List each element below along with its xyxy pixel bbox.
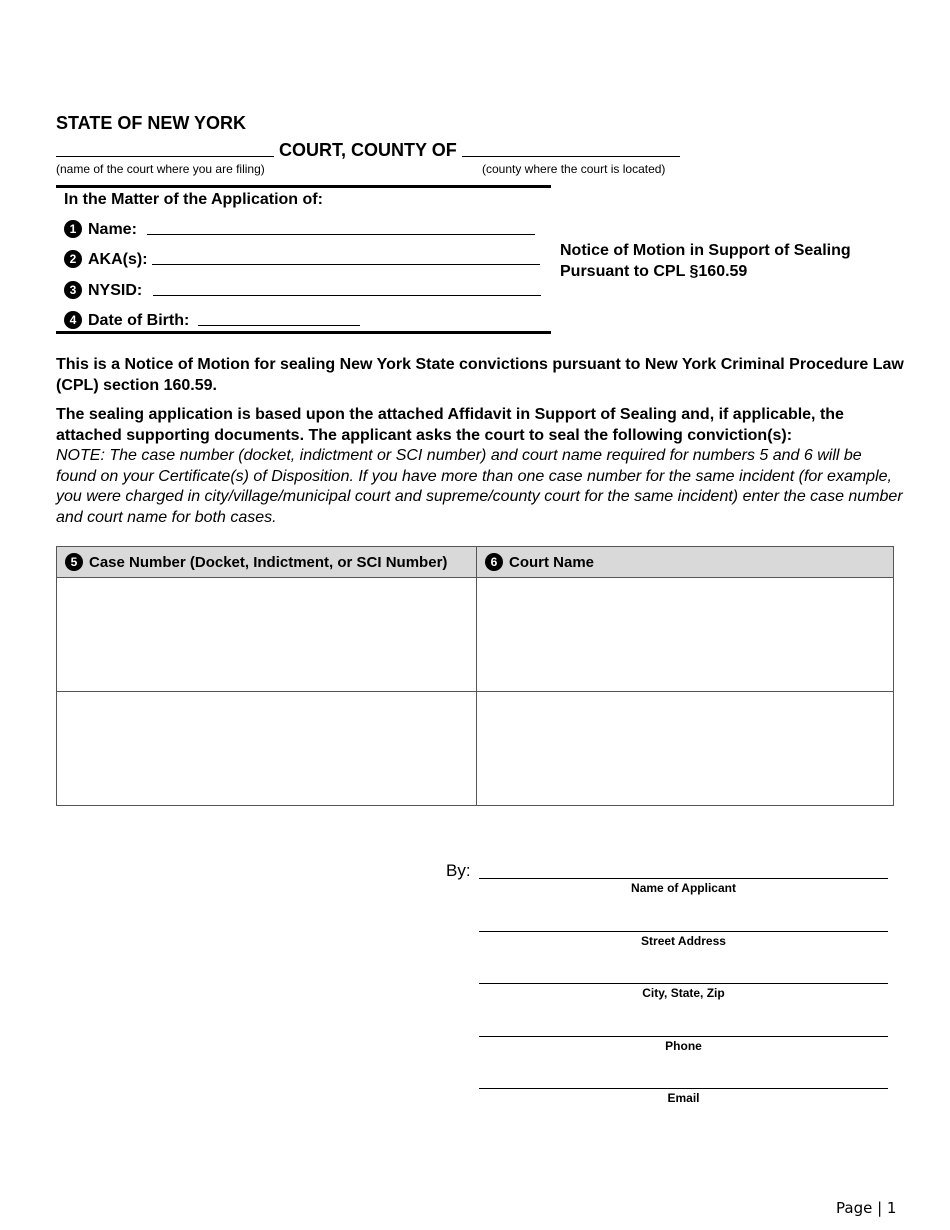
dob-label: Date of Birth: bbox=[88, 312, 190, 329]
page-number: Page | 1 bbox=[836, 1199, 897, 1217]
applicant-name-label: Name of Applicant bbox=[631, 881, 736, 895]
court-hint: (name of the court where you are filing) bbox=[56, 162, 265, 176]
case-number-header-label: Case Number (Docket, Indictment, or SCI Number) bbox=[89, 554, 448, 571]
email-line[interactable] bbox=[479, 1088, 888, 1089]
court-name-blank[interactable] bbox=[56, 142, 274, 157]
field-dob bbox=[64, 311, 360, 331]
number-5-badge: 5 bbox=[65, 553, 83, 571]
case-number-header bbox=[57, 547, 477, 578]
table-row bbox=[57, 692, 894, 806]
court-line bbox=[56, 140, 680, 160]
court-name-cell[interactable] bbox=[477, 578, 894, 692]
by-label: By: bbox=[446, 861, 471, 880]
name-label: Name: bbox=[88, 221, 137, 238]
application-paragraph: The sealing application is based upon the attached Affidavit in Support of Sealing and, if applicable, the attached supporting documents. The applicant asks the court to seal the following conviction(s): bbox=[56, 406, 844, 444]
case-number-cell[interactable] bbox=[57, 692, 477, 806]
conviction-table bbox=[56, 546, 894, 806]
matter-heading: In the Matter of the Application of: bbox=[64, 191, 323, 208]
county-hint: (county where the court is located) bbox=[482, 162, 666, 176]
street-address-label: Street Address bbox=[641, 934, 726, 948]
court-name-header bbox=[477, 547, 894, 578]
intro-paragraph: This is a Notice of Motion for sealing New York State convictions pursuant to New York Criminal Procedure Law (CPL) section 160.59. bbox=[56, 356, 904, 394]
field-name bbox=[64, 220, 535, 240]
table-row bbox=[57, 578, 894, 692]
number-6-badge: 6 bbox=[485, 553, 503, 571]
phone-label: Phone bbox=[665, 1039, 702, 1053]
caption-bottom-rule bbox=[56, 331, 551, 334]
name-blank[interactable] bbox=[147, 220, 535, 235]
court-name-cell[interactable] bbox=[477, 692, 894, 806]
number-3-badge: 3 bbox=[64, 281, 82, 299]
city-state-zip-line[interactable] bbox=[479, 983, 888, 984]
state-heading: STATE OF NEW YORK bbox=[56, 113, 247, 133]
case-number-cell[interactable] bbox=[57, 578, 477, 692]
number-2-badge: 2 bbox=[64, 250, 82, 268]
dob-blank[interactable] bbox=[198, 311, 360, 326]
aka-blank[interactable] bbox=[152, 250, 540, 265]
nysid-label: NYSID: bbox=[88, 282, 143, 299]
field-nysid bbox=[64, 281, 541, 301]
nysid-blank[interactable] bbox=[153, 281, 541, 296]
city-state-zip-label: City, State, Zip bbox=[642, 986, 725, 1000]
court-name-header-label: Court Name bbox=[509, 554, 595, 571]
caption-top-rule bbox=[56, 185, 551, 188]
email-label: Email bbox=[667, 1091, 700, 1105]
county-blank[interactable] bbox=[462, 142, 680, 157]
court-county-label: COURT, COUNTY OF bbox=[279, 140, 457, 160]
phone-line[interactable] bbox=[479, 1036, 888, 1037]
note-paragraph: NOTE: The case number (docket, indictment or SCI number) and court name required for numbers 5 and 6 will be found on your Certificate(s) of Disposition. If you have more than one case number for the same incident (for example, you were charged in city/village/municipal court and supreme/county court for the same incident) enter the case number and court name for both cases. bbox=[56, 447, 903, 526]
aka-label: AKA(s): bbox=[88, 251, 148, 268]
number-4-badge: 4 bbox=[64, 311, 82, 329]
application-block bbox=[56, 405, 906, 528]
street-address-line[interactable] bbox=[479, 931, 888, 932]
field-aka bbox=[64, 250, 540, 270]
applicant-name-line[interactable] bbox=[479, 878, 888, 879]
number-1-badge: 1 bbox=[64, 220, 82, 238]
notice-title: Notice of Motion in Support of Sealing Pursuant to CPL §160.59 bbox=[560, 242, 851, 280]
